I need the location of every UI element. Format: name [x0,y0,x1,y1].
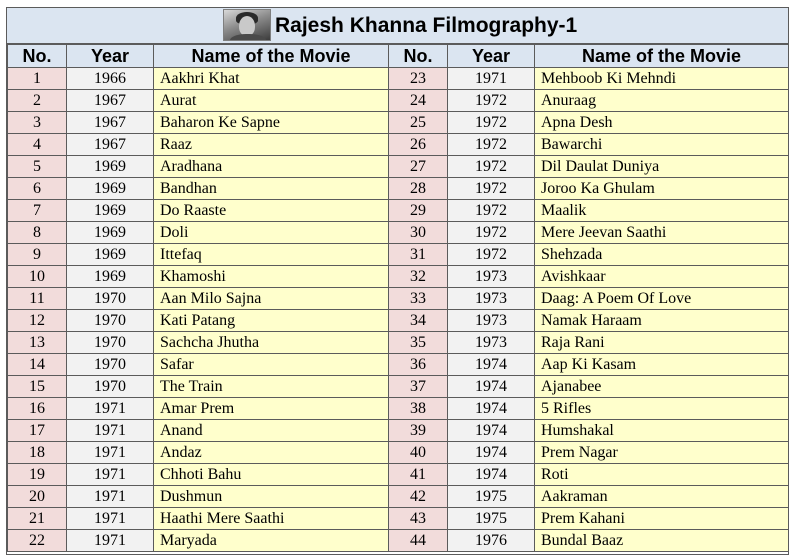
movie-name: Baharon Ke Sapne [154,112,389,134]
movie-name: Doli [154,222,389,244]
movie-number: 26 [389,134,448,156]
table-row [8,376,789,398]
movie-number: 10 [8,266,67,288]
movie-number: 25 [389,112,448,134]
movie-number: 21 [8,508,67,530]
movie-name: Anand [154,420,389,442]
movie-year: 1971 [67,530,154,552]
movie-name: Daag: A Poem Of Love [535,288,789,310]
movie-year: 1971 [67,442,154,464]
movie-year: 1973 [448,310,535,332]
movie-year: 1969 [67,222,154,244]
movie-name: Haathi Mere Saathi [154,508,389,530]
movie-name: Apna Desh [535,112,789,134]
movie-year: 1973 [448,332,535,354]
movie-year: 1972 [448,156,535,178]
movie-year: 1967 [67,112,154,134]
movie-year: 1975 [448,486,535,508]
movie-year: 1971 [448,68,535,90]
movie-year: 1972 [448,222,535,244]
movie-year: 1972 [448,134,535,156]
movie-number: 37 [389,376,448,398]
movie-name: Prem Kahani [535,508,789,530]
header-row [8,45,789,68]
movie-number: 1 [8,68,67,90]
table-row [8,508,789,530]
header-name-left: Name of the Movie [154,45,389,68]
movie-number: 43 [389,508,448,530]
portrait-shoulders [230,34,266,41]
movie-name: Maryada [154,530,389,552]
movie-year: 1969 [67,156,154,178]
movie-name: Raaz [154,134,389,156]
movie-year: 1967 [67,90,154,112]
movie-name: Aurat [154,90,389,112]
movie-name: Aakraman [535,486,789,508]
table-row [8,398,789,420]
movie-year: 1972 [448,178,535,200]
movie-name: Amar Prem [154,398,389,420]
movie-number: 42 [389,486,448,508]
movie-number: 13 [8,332,67,354]
table-row [8,244,789,266]
movie-number: 35 [389,332,448,354]
movie-name: Andaz [154,442,389,464]
movie-name: Aan Milo Sajna [154,288,389,310]
movie-number: 44 [389,530,448,552]
movie-year: 1971 [67,398,154,420]
movie-year: 1970 [67,288,154,310]
movie-name: Shehzada [535,244,789,266]
movie-year: 1973 [448,266,535,288]
movie-name: Mehboob Ki Mehndi [535,68,789,90]
table-row [8,464,789,486]
movie-number: 22 [8,530,67,552]
header-year-left: Year [67,45,154,68]
table-body [8,68,789,552]
movie-name: Ittefaq [154,244,389,266]
movie-year: 1974 [448,420,535,442]
movie-number: 24 [389,90,448,112]
movie-year: 1971 [67,464,154,486]
movie-year: 1975 [448,508,535,530]
movie-year: 1972 [448,112,535,134]
table-row [8,112,789,134]
movie-name: Ajanabee [535,376,789,398]
movie-name: Bandhan [154,178,389,200]
title-bar [7,8,788,44]
movie-year: 1974 [448,376,535,398]
header-year-right: Year [448,45,535,68]
movie-name: Dushmun [154,486,389,508]
movie-name: Prem Nagar [535,442,789,464]
movie-number: 36 [389,354,448,376]
table-row [8,178,789,200]
movie-number: 7 [8,200,67,222]
movie-number: 5 [8,156,67,178]
movie-number: 11 [8,288,67,310]
movie-number: 6 [8,178,67,200]
movie-name: Safar [154,354,389,376]
movie-number: 8 [8,222,67,244]
movie-number: 34 [389,310,448,332]
movie-name: Bundal Baaz [535,530,789,552]
movie-year: 1974 [448,398,535,420]
table-row [8,288,789,310]
movie-name: Sachcha Jhutha [154,332,389,354]
movie-number: 9 [8,244,67,266]
movie-year: 1972 [448,200,535,222]
table-row [8,486,789,508]
movie-name: Aradhana [154,156,389,178]
table-row [8,420,789,442]
movie-name: Dil Daulat Duniya [535,156,789,178]
movie-number: 18 [8,442,67,464]
table-row [8,310,789,332]
movie-year: 1970 [67,376,154,398]
movie-year: 1967 [67,134,154,156]
movie-year: 1974 [448,354,535,376]
table-row [8,156,789,178]
movie-name: Khamoshi [154,266,389,288]
movie-year: 1966 [67,68,154,90]
movie-number: 3 [8,112,67,134]
movie-year: 1970 [67,354,154,376]
movie-year: 1971 [67,486,154,508]
movie-year: 1972 [448,244,535,266]
movie-year: 1969 [67,266,154,288]
movie-year: 1969 [67,244,154,266]
table-row [8,354,789,376]
movie-number: 16 [8,398,67,420]
movie-number: 17 [8,420,67,442]
movie-number: 4 [8,134,67,156]
movie-name: Namak Haraam [535,310,789,332]
movie-name: Roti [535,464,789,486]
portrait-face [239,16,255,36]
movie-name: Bawarchi [535,134,789,156]
movie-number: 14 [8,354,67,376]
movie-number: 30 [389,222,448,244]
filmography-table [7,44,789,552]
movie-name: Aap Ki Kasam [535,354,789,376]
header-no-left: No. [8,45,67,68]
movie-year: 1971 [67,420,154,442]
movie-name: Raja Rani [535,332,789,354]
movie-number: 27 [389,156,448,178]
movie-number: 40 [389,442,448,464]
movie-year: 1973 [448,288,535,310]
movie-year: 1974 [448,442,535,464]
table-row [8,68,789,90]
movie-year: 1969 [67,178,154,200]
movie-name: The Train [154,376,389,398]
table-row [8,134,789,156]
movie-name: Do Raaste [154,200,389,222]
movie-number: 31 [389,244,448,266]
movie-number: 15 [8,376,67,398]
header-no-right: No. [389,45,448,68]
movie-year: 1970 [67,310,154,332]
table-row [8,442,789,464]
movie-number: 20 [8,486,67,508]
movie-number: 23 [389,68,448,90]
table-row [8,90,789,112]
movie-name: Avishkaar [535,266,789,288]
table-row [8,266,789,288]
movie-year: 1976 [448,530,535,552]
movie-number: 29 [389,200,448,222]
table-row [8,222,789,244]
movie-number: 2 [8,90,67,112]
portrait-photo [223,9,271,41]
filmography-sheet [6,7,789,555]
movie-year: 1974 [448,464,535,486]
movie-number: 39 [389,420,448,442]
movie-name: Anuraag [535,90,789,112]
movie-year: 1969 [67,200,154,222]
movie-year: 1971 [67,508,154,530]
table-row [8,332,789,354]
movie-number: 33 [389,288,448,310]
movie-number: 12 [8,310,67,332]
movie-number: 38 [389,398,448,420]
header-name-right: Name of the Movie [535,45,789,68]
movie-number: 28 [389,178,448,200]
movie-name: Chhoti Bahu [154,464,389,486]
movie-name: Joroo Ka Ghulam [535,178,789,200]
movie-number: 19 [8,464,67,486]
movie-name: Mere Jeevan Saathi [535,222,789,244]
movie-name: Humshakal [535,420,789,442]
page-title: Rajesh Khanna Filmography-1 [275,14,578,37]
movie-name: Maalik [535,200,789,222]
movie-name: Kati Patang [154,310,389,332]
movie-name: 5 Rifles [535,398,789,420]
movie-number: 41 [389,464,448,486]
movie-name: Aakhri Khat [154,68,389,90]
movie-year: 1970 [67,332,154,354]
movie-year: 1972 [448,90,535,112]
movie-number: 32 [389,266,448,288]
table-row [8,200,789,222]
table-row [8,530,789,552]
